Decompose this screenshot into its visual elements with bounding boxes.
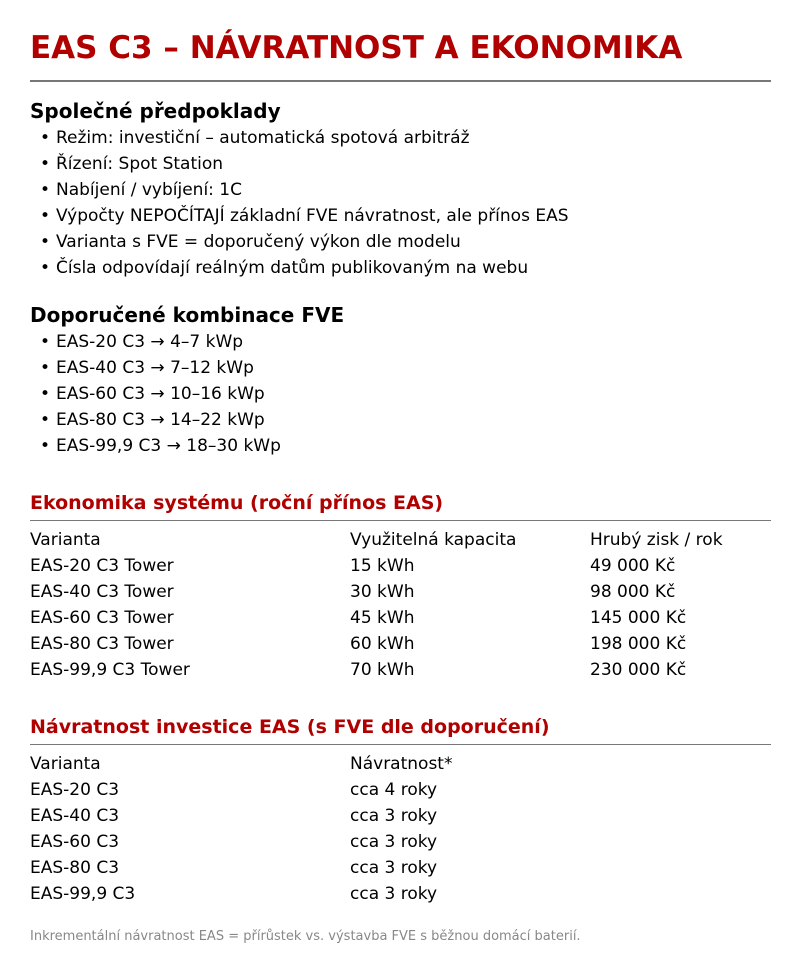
cell-variant: EAS-99,9 C3 Tower <box>30 660 190 680</box>
economics-divider <box>30 520 771 521</box>
list-item-text: Nabíjení / vybíjení: 1C <box>56 180 242 200</box>
cell-variant: EAS-20 C3 Tower <box>30 556 174 576</box>
cell-profit: 198 000 Kč <box>590 634 687 654</box>
table-row <box>30 579 771 605</box>
footnote: Inkrementální návratnost EAS = přírůstek vs. výstavba FVE s běžnou domácí baterií. <box>30 929 581 944</box>
column-header-variant: Varianta <box>30 754 101 774</box>
list-item-text: Režim: investiční – automatická spotová arbitráž <box>56 128 470 148</box>
list-item-text: EAS-20 C3 → 4–7 kWp <box>56 332 244 352</box>
bullet-icon: • <box>40 332 51 352</box>
table-row <box>30 631 771 657</box>
cell-variant: EAS-80 C3 Tower <box>30 634 174 654</box>
column-header-profit: Hrubý zisk / rok <box>590 530 723 550</box>
bullet-icon: • <box>40 258 51 278</box>
cell-variant: EAS-40 C3 Tower <box>30 582 174 602</box>
cell-capacity: 30 kWh <box>350 582 415 602</box>
payback-table <box>30 751 771 907</box>
cell-capacity: 70 kWh <box>350 660 415 680</box>
bullet-icon: • <box>40 358 51 378</box>
table-row <box>30 605 771 631</box>
cell-capacity: 60 kWh <box>350 634 415 654</box>
cell-profit: 49 000 Kč <box>590 556 676 576</box>
bullet-icon: • <box>40 232 51 252</box>
cell-capacity: 45 kWh <box>350 608 415 628</box>
table-row <box>30 829 771 855</box>
list-item <box>40 381 281 407</box>
cell-profit: 230 000 Kč <box>590 660 687 680</box>
list-item-text: Výpočty NEPOČÍTAJÍ základní FVE návratnost, ale přínos EAS <box>56 206 569 226</box>
cell-variant: EAS-80 C3 <box>30 858 120 878</box>
table-row <box>30 855 771 881</box>
list-item-text: EAS-99,9 C3 → 18–30 kWp <box>56 436 281 456</box>
payback-divider <box>30 744 771 745</box>
bullet-icon: • <box>40 384 51 404</box>
table-row <box>30 881 771 907</box>
list-item-text: EAS-60 C3 → 10–16 kWp <box>56 384 265 404</box>
combos-heading: Doporučené kombinace FVE <box>30 303 345 327</box>
bullet-icon: • <box>40 180 51 200</box>
list-item <box>40 229 569 255</box>
cell-payback: cca 4 roky <box>350 780 438 800</box>
cell-payback: cca 3 roky <box>350 806 438 826</box>
list-item <box>40 125 569 151</box>
cell-capacity: 15 kWh <box>350 556 415 576</box>
bullet-icon: • <box>40 410 51 430</box>
list-item-text: EAS-40 C3 → 7–12 kWp <box>56 358 254 378</box>
list-item-text: Varianta s FVE = doporučený výkon dle modelu <box>56 232 461 252</box>
list-item <box>40 255 569 281</box>
bullet-icon: • <box>40 128 51 148</box>
table-header-row <box>30 751 771 777</box>
cell-variant: EAS-60 C3 Tower <box>30 608 174 628</box>
bullet-icon: • <box>40 154 51 174</box>
assumptions-list <box>40 125 569 281</box>
assumptions-heading: Společné předpoklady <box>30 99 281 123</box>
cell-variant: EAS-40 C3 <box>30 806 120 826</box>
economics-heading: Ekonomika systému (roční přínos EAS) <box>30 492 444 514</box>
combos-list <box>40 329 281 459</box>
bullet-icon: • <box>40 436 51 456</box>
title-divider <box>30 80 771 82</box>
cell-variant: EAS-60 C3 <box>30 832 120 852</box>
cell-profit: 98 000 Kč <box>590 582 676 602</box>
column-header-variant: Varianta <box>30 530 101 550</box>
cell-variant: EAS-99,9 C3 <box>30 884 136 904</box>
list-item <box>40 407 281 433</box>
cell-payback: cca 3 roky <box>350 858 438 878</box>
table-row <box>30 777 771 803</box>
list-item <box>40 151 569 177</box>
column-header-payback: Návratnost* <box>350 754 453 774</box>
table-row <box>30 803 771 829</box>
cell-payback: cca 3 roky <box>350 832 438 852</box>
bullet-icon: • <box>40 206 51 226</box>
cell-profit: 145 000 Kč <box>590 608 687 628</box>
table-row <box>30 553 771 579</box>
list-item-text: Řízení: Spot Station <box>56 154 224 174</box>
cell-payback: cca 3 roky <box>350 884 438 904</box>
list-item <box>40 203 569 229</box>
list-item <box>40 177 569 203</box>
list-item-text: EAS-80 C3 → 14–22 kWp <box>56 410 265 430</box>
column-header-capacity: Využitelná kapacita <box>350 530 517 550</box>
payback-heading: Návratnost investice EAS (s FVE dle doporučení) <box>30 716 550 738</box>
page-title: EAS C3 – NÁVRATNOST A EKONOMIKA <box>30 30 683 66</box>
economics-table <box>30 527 771 683</box>
list-item <box>40 329 281 355</box>
table-row <box>30 657 771 683</box>
cell-variant: EAS-20 C3 <box>30 780 120 800</box>
list-item <box>40 355 281 381</box>
list-item-text: Čísla odpovídají reálným datům publikovaným na webu <box>56 258 529 278</box>
list-item <box>40 433 281 459</box>
table-header-row <box>30 527 771 553</box>
